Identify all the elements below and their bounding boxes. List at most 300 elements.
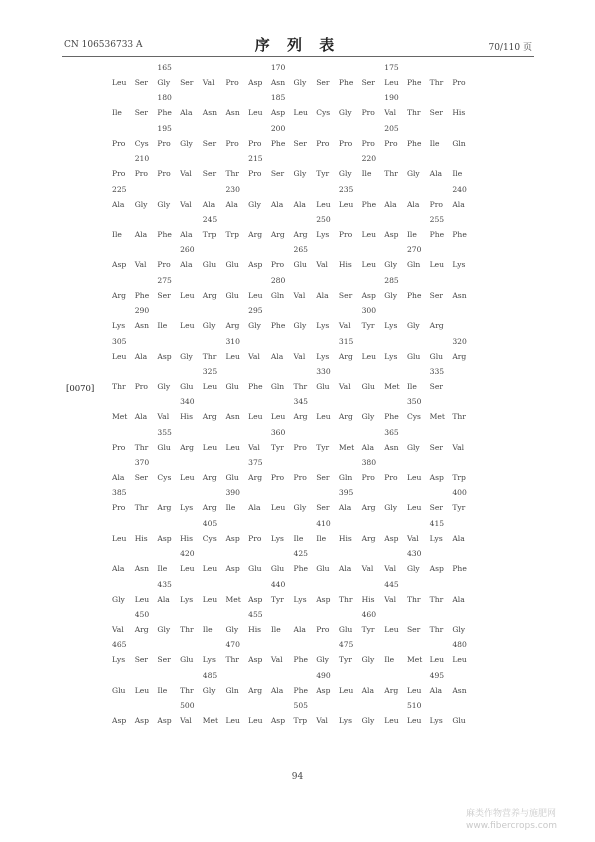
residue: Gly [452, 625, 466, 635]
residue: Glu [429, 351, 444, 361]
residue: Phe [248, 381, 263, 391]
residue: Ser [429, 442, 443, 452]
position-numbers [112, 273, 432, 288]
position-numbers [112, 607, 432, 622]
residue: Val [384, 108, 396, 118]
position-number: 405 [202, 518, 218, 528]
residue: Gly [293, 78, 307, 87]
residue: Gln [406, 260, 421, 270]
residue-line [112, 288, 467, 303]
residue: Met [225, 594, 241, 604]
residue: Arg [202, 412, 217, 422]
position-number: 395 [338, 488, 354, 498]
residue: Pro [134, 169, 148, 179]
residue: Val [248, 351, 260, 361]
residue: Ala [293, 199, 306, 209]
residue: Val [202, 78, 215, 87]
residue: Thr [202, 351, 217, 361]
position-number: 175 [384, 63, 399, 72]
residue: Ala [270, 199, 284, 209]
residue: Leu [384, 78, 399, 87]
residue: Asn [452, 290, 467, 300]
residue: Glu [361, 381, 375, 391]
residue: Ala [361, 685, 375, 695]
residue: Leu [361, 229, 376, 239]
residue: Asp [361, 290, 376, 300]
residue: Ser [134, 78, 149, 87]
residue: Ile [316, 533, 327, 543]
residue: Leu [202, 442, 218, 452]
residue: Ala [180, 260, 193, 270]
position-number: 220 [361, 154, 377, 164]
residue: Ala [180, 229, 193, 239]
position-number: 200 [270, 123, 286, 133]
residue: Pro [248, 138, 262, 148]
position-number: 240 [452, 184, 467, 194]
patent-number: CN 106536733 A [64, 40, 143, 50]
residue: Gln [225, 685, 239, 695]
position-number: 295 [248, 306, 263, 316]
residue: His [180, 412, 194, 422]
position-number: 265 [293, 245, 308, 255]
residue: Gln [270, 290, 285, 300]
residue: Ser [293, 138, 307, 148]
residue: Cys [316, 108, 331, 118]
position-numbers [112, 334, 467, 349]
position-number: 320 [452, 336, 467, 346]
residue: Val [180, 716, 192, 726]
residue: His [248, 625, 262, 635]
residue: Ser [406, 625, 421, 635]
residue: Arg [248, 685, 263, 695]
residue: Pro [157, 169, 171, 179]
residue: Ser [338, 290, 353, 300]
residue: Glu [225, 290, 239, 300]
sequence-row [112, 212, 467, 242]
sequence-row [112, 121, 466, 151]
sequence-row [112, 698, 466, 728]
residue: Ala [429, 685, 443, 695]
residue: Ser [429, 290, 443, 300]
residue: Met [384, 381, 400, 391]
residue: Ala [452, 199, 465, 209]
residue: Arg [202, 473, 217, 483]
residue: Gly [202, 685, 216, 695]
residue: Ser [134, 108, 149, 118]
residue: Gly [384, 290, 398, 300]
residue: Gly [157, 78, 171, 87]
residue-line [112, 318, 444, 333]
residue: Gly [384, 503, 398, 513]
residue: Arg [270, 229, 285, 239]
residue-line [112, 500, 466, 515]
position-number: 305 [112, 336, 127, 346]
position-number: 455 [248, 610, 263, 620]
residue: Val [112, 625, 124, 635]
residue: Arg [202, 290, 217, 300]
position-number: 410 [316, 518, 331, 528]
residue: Tyr [452, 503, 466, 513]
residue: Ala [338, 564, 352, 574]
residue: Phe [429, 229, 445, 239]
residue: Lys [293, 594, 307, 604]
residue: Ile [293, 533, 304, 543]
residue: Ser [157, 290, 171, 300]
position-number: 475 [338, 640, 354, 650]
position-number: 335 [429, 366, 445, 376]
residue: Gly [406, 564, 420, 574]
residue: Asn [134, 321, 149, 331]
residue: Arg [338, 351, 353, 361]
residue: Val [384, 564, 396, 574]
residue: Trp [452, 473, 466, 483]
residue: Val [270, 655, 283, 665]
residue: Thr [225, 169, 240, 179]
residue: Ser [361, 78, 375, 87]
residue: Ile [112, 229, 122, 239]
residue: Pro [157, 260, 171, 270]
residue: Asp [248, 594, 263, 604]
residue: Ser [202, 169, 217, 179]
residue: Lys [429, 716, 443, 726]
sequence-row [112, 577, 465, 607]
residue: Leu [316, 412, 331, 422]
position-number: 435 [157, 579, 172, 589]
residue: Lys [112, 655, 126, 665]
residue: Arg [134, 625, 149, 635]
position-number: 480 [452, 640, 467, 650]
residue: Arg [384, 685, 399, 695]
residue: Leu [406, 503, 422, 513]
residue: Gly [361, 655, 375, 665]
residue: Leu [361, 351, 376, 361]
residue: Leu [248, 412, 263, 422]
residue-line [112, 440, 465, 455]
residue: Asp [248, 655, 263, 665]
residue: Ser [134, 655, 149, 665]
residue: Asn [270, 78, 286, 87]
residue: Lys [316, 321, 330, 331]
residue: Ser [316, 78, 330, 87]
residue: Lys [270, 533, 284, 543]
residue: Arg [248, 473, 263, 483]
position-number: 465 [112, 640, 127, 650]
residue: Thr [134, 503, 149, 513]
position-number: 390 [225, 488, 240, 498]
residue: Ala [452, 594, 465, 604]
residue-line [112, 409, 466, 424]
residue: Pro [361, 138, 375, 148]
residue: Glu [452, 716, 466, 726]
residue: Glu [225, 381, 239, 391]
residue: His [452, 108, 466, 118]
residue: Glu [316, 381, 330, 391]
residue: Glu [316, 564, 330, 574]
residue: Ser [429, 108, 443, 118]
residue: Ala [406, 199, 420, 209]
residue: Val [361, 564, 374, 574]
residue: Met [429, 412, 445, 422]
position-number: 375 [248, 458, 263, 468]
residue: Gly [180, 138, 193, 148]
residue: Arg [293, 229, 308, 239]
residue: Glu [293, 260, 307, 270]
residue: Ala [316, 290, 329, 300]
residue: Ser [316, 473, 330, 483]
sequence-row [112, 182, 467, 212]
residue: Asp [157, 716, 172, 726]
residue: Gly [384, 260, 398, 270]
residue: Val [338, 321, 351, 331]
position-numbers [112, 455, 432, 470]
residue: Asp [157, 351, 172, 361]
residue: Gly [338, 169, 352, 179]
residue: Ile [112, 108, 122, 118]
residue: Ile [270, 625, 281, 635]
position-number: 505 [293, 701, 308, 711]
residue: Pro [157, 138, 171, 148]
residue: Gly [248, 321, 261, 331]
residue: Phe [157, 229, 172, 239]
residue: Gly [293, 169, 307, 179]
position-number: 165 [157, 63, 172, 72]
page-counter: 70/110 页 [488, 43, 532, 53]
residue: Lys [384, 321, 398, 331]
residue: Thr [429, 78, 444, 87]
position-number: 350 [406, 397, 422, 407]
residue: Val [180, 169, 192, 179]
residue: Glu [157, 442, 171, 452]
position-number: 260 [180, 245, 195, 255]
residue-line [112, 136, 466, 151]
residue: Asp [225, 533, 240, 543]
residue: Pro [112, 503, 126, 513]
residue: Pro [293, 442, 307, 452]
residue: Val [293, 290, 306, 300]
residue: Ser [134, 473, 149, 483]
residue: Asp [248, 78, 263, 87]
residue: Leu [225, 442, 240, 452]
position-number: 420 [180, 549, 195, 559]
residue: Pro [384, 138, 398, 148]
residue: Met [202, 716, 219, 726]
position-number: 400 [452, 488, 467, 498]
residue: Arg [157, 503, 172, 513]
residue: Asp [112, 260, 127, 270]
sequence-row [112, 637, 467, 667]
sequence-row [112, 485, 467, 515]
residue: Cys [134, 138, 149, 148]
residue: Val [157, 412, 170, 422]
residue: His [361, 594, 375, 604]
residue: Lys [202, 655, 216, 665]
position-number: 290 [134, 306, 150, 316]
position-number: 245 [202, 214, 218, 224]
sequence-row [112, 364, 445, 394]
residue: Tyr [316, 442, 330, 452]
residue: Leu [316, 199, 331, 209]
residue: Ser [270, 169, 285, 179]
residue: Pro [316, 625, 330, 635]
sequence-row [112, 455, 466, 485]
residue: Lys [180, 594, 194, 604]
position-number: 190 [384, 93, 399, 103]
residue: Phe [406, 78, 422, 87]
residue: Thr [293, 381, 308, 391]
residue: Ser [316, 503, 330, 513]
residue: Arg [293, 412, 308, 422]
residue: Val [180, 199, 192, 209]
residue: Ala [157, 594, 170, 604]
residue: Ala [202, 199, 216, 209]
residue: Glu [180, 381, 194, 391]
residue: Pro [338, 229, 353, 239]
residue: Asp [270, 716, 286, 726]
position-numbers [112, 516, 445, 531]
residue: Thr [452, 412, 466, 422]
residue: Ile [225, 503, 236, 513]
residue: Gly [361, 716, 375, 726]
sequence-row [112, 273, 467, 303]
residue: Lys [338, 716, 352, 726]
residue-line [112, 713, 466, 728]
residue: Ser [157, 655, 171, 665]
residue: Phe [293, 564, 308, 574]
position-number: 470 [225, 640, 240, 650]
residue: Leu [406, 716, 422, 726]
residue: Asp [225, 564, 240, 574]
residue: Leu [112, 78, 127, 87]
position-number: 285 [384, 275, 399, 285]
residue: Thr [112, 381, 126, 391]
residue: Val [248, 442, 260, 452]
position-numbers [112, 90, 432, 105]
position-number: 185 [270, 93, 286, 103]
residue: Leu [338, 685, 354, 695]
residue: Gly [225, 625, 239, 635]
residue: Trp [293, 716, 308, 726]
paragraph-number: [0070] [66, 384, 95, 394]
position-number: 355 [157, 427, 172, 437]
residue: Arg [180, 442, 195, 452]
position-numbers [112, 546, 432, 561]
residue: Val [452, 442, 465, 452]
sequence-listing [112, 60, 467, 729]
residue: Lys [452, 260, 466, 270]
residue: Asp [316, 685, 331, 695]
position-number: 215 [248, 154, 263, 164]
residue: Tyr [361, 625, 375, 635]
residue: Gly [361, 412, 375, 422]
residue: Leu [134, 685, 150, 695]
position-numbers [112, 577, 432, 592]
residue: Phe [293, 685, 308, 695]
position-numbers [112, 212, 445, 227]
position-number: 445 [384, 579, 399, 589]
residue: Met [112, 412, 128, 422]
residue: Cys [202, 533, 217, 543]
position-number: 460 [361, 610, 377, 620]
residue: Pro [112, 138, 126, 148]
position-numbers [112, 425, 432, 440]
sequence-row [112, 151, 463, 181]
residue: Ala [270, 351, 284, 361]
residue: Val [406, 533, 419, 543]
residue: Ala [134, 412, 148, 422]
residue: Arg [452, 351, 467, 361]
position-number: 325 [202, 366, 218, 376]
sequence-row [112, 334, 467, 364]
residue: His [338, 260, 352, 270]
position-number: 495 [429, 670, 445, 680]
residue: Leu [293, 108, 308, 118]
position-number: 315 [338, 336, 354, 346]
position-numbers [112, 698, 432, 713]
position-numbers [112, 303, 432, 318]
residue: Phe [361, 199, 377, 209]
page-title: 序 列 表 [254, 36, 341, 54]
residue: Pro [429, 199, 443, 209]
residue-line [112, 227, 467, 242]
position-number: 180 [157, 93, 172, 103]
position-number: 440 [270, 579, 286, 589]
header-divider [62, 56, 534, 57]
residue: Gln [338, 473, 353, 483]
residue: Leu [112, 533, 127, 543]
residue: Leu [384, 625, 399, 635]
residue: Phe [338, 78, 354, 87]
residue: Arg [429, 321, 444, 331]
residue: Leu [361, 260, 376, 270]
residue: Arg [202, 503, 217, 513]
position-number: 340 [180, 397, 195, 407]
residue: Glu [248, 564, 262, 574]
residue: Ile [202, 625, 213, 635]
residue: Lys [316, 229, 330, 239]
residue: His [180, 533, 194, 543]
residue: Pro [452, 78, 466, 87]
position-number: 255 [429, 214, 445, 224]
residue: Asp [112, 716, 127, 726]
residue: Gly [157, 625, 171, 635]
position-number: 330 [316, 366, 331, 376]
residue: Phe [134, 290, 150, 300]
residue: Gln [270, 381, 285, 391]
residue: Pro [338, 138, 353, 148]
residue-line [112, 379, 443, 394]
position-number: 365 [384, 427, 399, 437]
residue: Lys [429, 533, 443, 543]
residue: Ala [180, 108, 193, 118]
residue: Gly [406, 442, 420, 452]
residue: Ile [361, 169, 372, 179]
position-number: 415 [429, 518, 445, 528]
residue: Asp [429, 473, 444, 483]
residue: Pro [134, 381, 148, 391]
residue: Glu [270, 564, 285, 574]
residue: Ser [429, 381, 443, 391]
residue: Asn [225, 108, 240, 118]
position-numbers [112, 485, 467, 500]
sequence-row [112, 516, 465, 546]
residue: Lys [384, 351, 398, 361]
residue: Val [316, 716, 328, 726]
residue: Ser [180, 78, 194, 87]
sequence-row [112, 242, 466, 272]
position-numbers [112, 394, 432, 409]
position-number: 450 [134, 610, 150, 620]
residue: Gly [293, 503, 307, 513]
